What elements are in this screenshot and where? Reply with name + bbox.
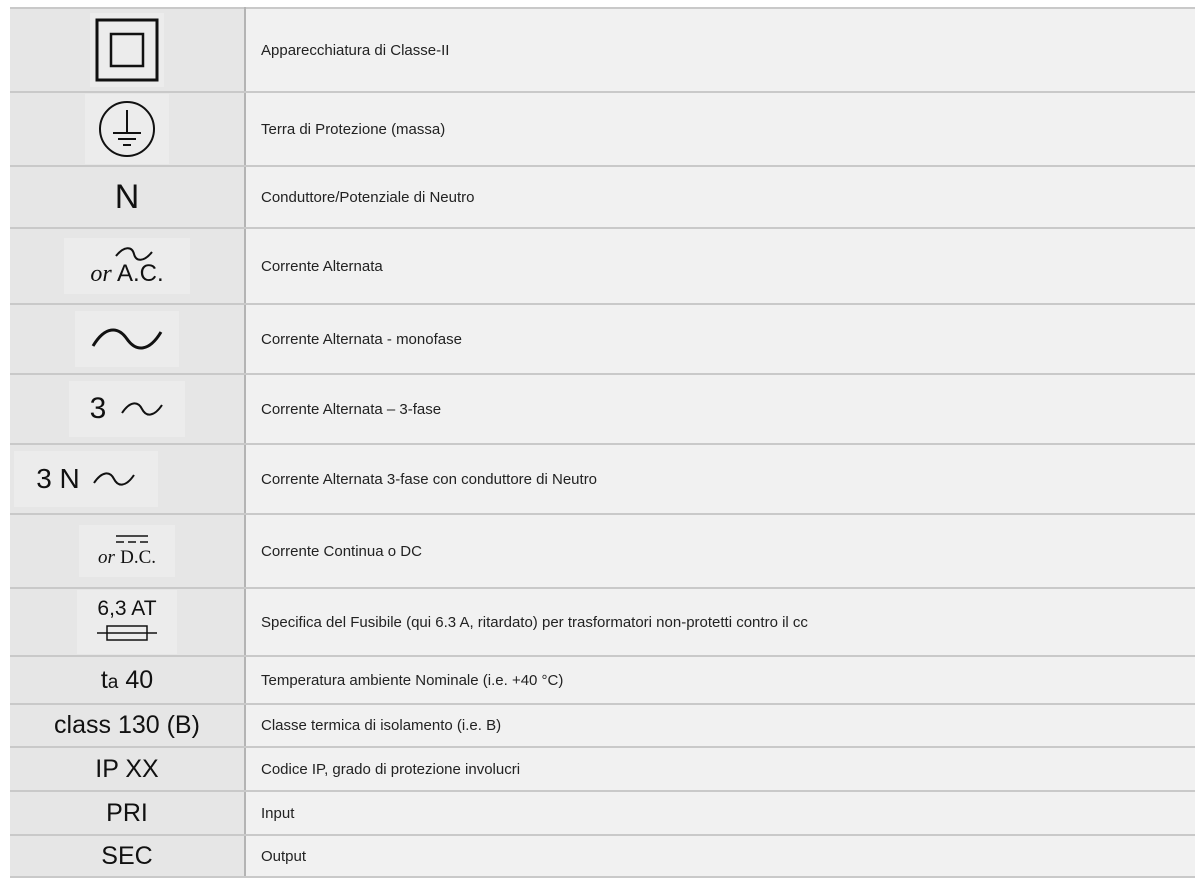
symbol-cell xyxy=(10,835,245,877)
description-cell: Corrente Alternata 3-fase con conduttore di Neutro xyxy=(245,444,1195,514)
description-cell: Specifica del Fusibile (qui 6.3 A, ritardato) per trasformatori non-protetti contro il cc xyxy=(245,588,1195,656)
description-cell: Corrente Alternata - monofase xyxy=(245,304,1195,374)
insulation-class-symbol: class 130 (B) xyxy=(54,711,200,739)
dc-label: D.C. xyxy=(120,547,157,568)
table-row xyxy=(10,304,1195,374)
fuse-icon xyxy=(95,620,159,646)
description-cell: Corrente Alternata – 3-fase xyxy=(245,374,1195,444)
three-phase-symbol: 3 xyxy=(69,381,185,437)
symbol-cell xyxy=(10,166,245,228)
description-cell: Corrente Continua o DC xyxy=(245,514,1195,588)
ambient-temp-symbol: ta 40 xyxy=(100,665,154,694)
table-row xyxy=(10,791,1195,835)
symbol-cell xyxy=(10,588,245,656)
symbol-cell xyxy=(10,514,245,588)
description-cell: Output xyxy=(245,835,1195,877)
table-row xyxy=(10,588,1195,656)
dc-lines-icon xyxy=(115,534,149,544)
symbol-cell xyxy=(10,374,245,444)
table-row xyxy=(10,514,1195,588)
protective-earth-icon xyxy=(85,94,169,164)
symbol-cell xyxy=(10,8,245,92)
or-label: or xyxy=(97,547,115,568)
description-cell: Classe termica di isolamento (i.e. B) xyxy=(245,704,1195,747)
description-cell: Codice IP, grado di protezione involucri xyxy=(245,747,1195,791)
symbol-cell xyxy=(10,228,245,304)
symbol-cell xyxy=(10,444,245,514)
description-cell: Apparecchiatura di Classe-II xyxy=(245,8,1195,92)
tilde-icon xyxy=(120,399,164,419)
table-row xyxy=(10,166,1195,228)
table-row xyxy=(10,747,1195,791)
table-row xyxy=(10,92,1195,166)
symbol-cell xyxy=(10,791,245,835)
symbol-cell xyxy=(10,92,245,166)
fuse-symbol: 6,3 AT xyxy=(77,590,177,654)
symbol-table xyxy=(10,7,1195,878)
table-row xyxy=(10,444,1195,514)
symbol-cell xyxy=(10,304,245,374)
dc-symbol xyxy=(79,525,175,577)
table-row xyxy=(10,8,1195,92)
three-phase-neutral-symbol: 3 N xyxy=(14,451,158,507)
secondary-symbol: SEC xyxy=(101,841,153,870)
description-cell: Input xyxy=(245,791,1195,835)
neutral-symbol: N xyxy=(114,177,140,216)
tilde-icon xyxy=(92,469,136,489)
symbol-cell xyxy=(10,704,245,747)
description-cell: Temperatura ambiente Nominale (i.e. +40 °C) xyxy=(245,656,1195,704)
table-row xyxy=(10,704,1195,747)
table-row xyxy=(10,228,1195,304)
table-row xyxy=(10,835,1195,877)
description-cell: Conduttore/Potenziale di Neutro xyxy=(245,166,1195,228)
ac-symbol xyxy=(64,238,190,294)
class-ii-icon xyxy=(90,13,164,87)
ac-label: A.C. xyxy=(117,260,164,287)
description-cell: Terra di Protezione (massa) xyxy=(245,92,1195,166)
description-cell: Corrente Alternata xyxy=(245,228,1195,304)
ip-code-symbol: IP XX xyxy=(95,754,159,783)
primary-symbol: PRI xyxy=(106,798,148,827)
symbol-cell xyxy=(10,747,245,791)
table-row xyxy=(10,656,1195,704)
table-row xyxy=(10,374,1195,444)
sine-wave-icon xyxy=(75,311,179,367)
or-label: or xyxy=(90,261,112,287)
symbol-cell xyxy=(10,656,245,704)
